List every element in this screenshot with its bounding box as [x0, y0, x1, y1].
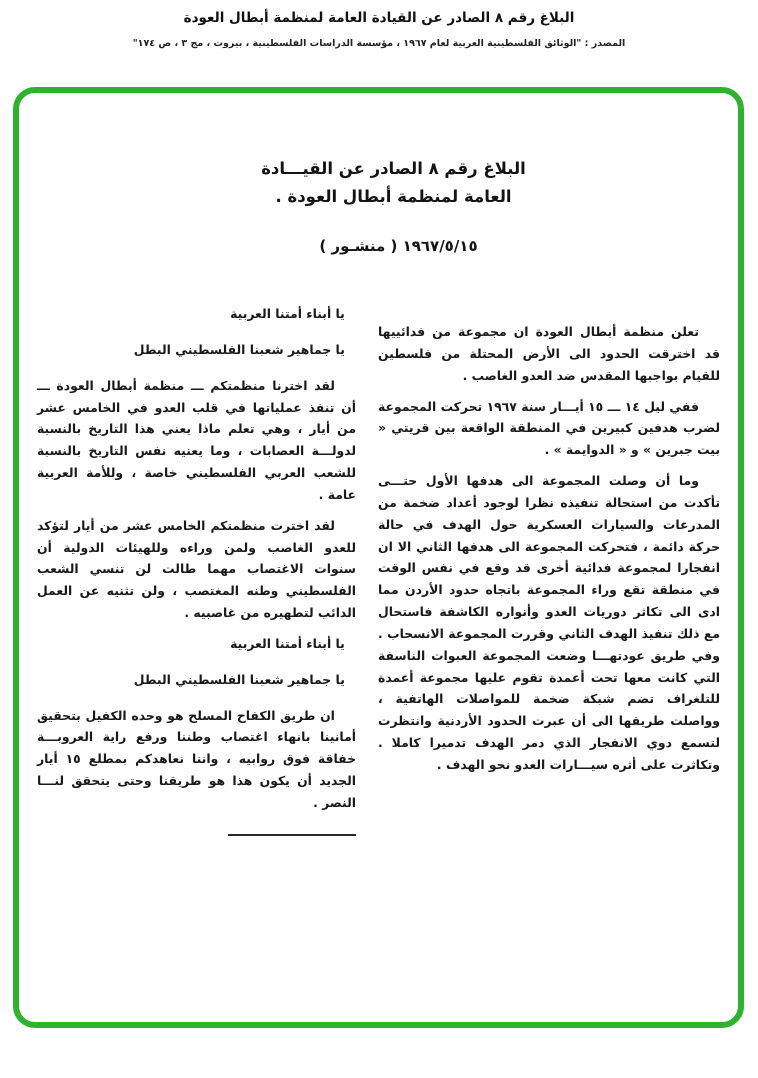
- right-column: [378, 321, 720, 836]
- document-columns: [19, 306, 738, 836]
- document-title-line1: البلاغ رقم ٨ الصادر عن القيـــادة: [261, 159, 526, 178]
- paragraph: لقد اخترت منظمتكم الخامس عشر من أيار لتؤكد للعدو الغاصب ولمن وراءه وللهيئات الدولية أن سنوات الاغتصاب مهما طالت لن تنسي الشعب الفلسطيني وطنه المغتصب ، ولن تثنيه عن العمل الدائب لتطهيره من غاصبيه .: [37, 517, 356, 621]
- address-line: يا جماهير شعبنا الفلسطيني البطل: [133, 341, 345, 357]
- document-frame: [13, 87, 744, 1028]
- address-line: يا أبناء أمتنا العربية: [230, 635, 345, 651]
- left-column: [37, 299, 356, 836]
- document-title: [169, 155, 618, 211]
- paragraph: وما أن وصلت المجموعة الى هدفها الأول حتـــى تأكدت من استحالة تنفيذه نظرا لوجود أعداد ضخمة من المدرعات والسيارات العسكرية حول الهدف في حالة حركة دائمة ، فتحركت المجموعة الى هدفها الثاني الا ان انفجارا لمجموعة فدائية أخرى قد وقع في نفس الوقت في منطقة تقع وراء المجموعة باتجاه حدود الأردن مما ادى الى تكاثر دوريات العدو وأنواره الكاشفة فاستحال مع ذلك تنفيذ الهدف الثاني وقررت المجموعة الانسحاب . وفي طريق عودتهـــا وضعت المجموعة العبوات الناسفة التي كانت معها تحت أعمدة تقوم عليها مجموعة أعمدة للتلغراف تضم شبكة ضخمة للمواصلات الهاتفية ، وواصلت طريقها الى أن عبرت الحدود الأردنية وانتظرت لتسمع دوي الانفجار الذي دمر الهدف تدميرا كاملا . وتكاثرت على أثره سيـــارات العدو نحو الهدف .: [378, 473, 720, 772]
- document-date-line: ١٩٦٧/٥/١٥ ( منشـور ): [319, 237, 478, 256]
- page-header: [0, 10, 758, 49]
- paragraph: ففي ليل ١٤ ـــ ١٥ أيـــار سنة ١٩٦٧ تحركت المجموعة لضرب هدفين كبيرين في المنطقة الواقعة بين قريتي « بيت جبرين » و « الدوايمة » .: [378, 398, 720, 458]
- header-source-citation: المصدر : "الوثائق الفلسطينية العربية لعام ١٩٦٧ ، مؤسسة الدراسات الفلسطينية ، بيروت ، مج ٣ ، ص ١٧٤": [132, 38, 626, 49]
- address-line: يا أبناء أمتنا العربية: [230, 306, 345, 322]
- paragraph: تعلن منظمة أبطال العودة ان مجموعة من فدائييها قد اخترقت الحدود الى الأرض المحتلة من فلسطين للقيام بواجبها المقدس ضد العدو الغاصب .: [378, 324, 720, 383]
- divider-line: [228, 834, 356, 836]
- document-title-line2: العامة لمنظمة أبطال العودة .: [275, 187, 512, 207]
- paragraph: ان طريق الكفاح المسلح هو وحده الكفيل بتحقيق أمانينا بانهاء اغتصاب وطننا ورفع راية العروبـــة خفاقة فوق روابيه ، واننا نعاهدكم بمطلع ١٥ أيار الجديد أن يكون هذا هو طريقنا وحتى يتحقق لنـــا النصر .: [37, 707, 356, 810]
- header-title: البلاغ رقم ٨ الصادر عن القيادة العامة لمنظمة أبطال العودة: [183, 10, 575, 26]
- paragraph: لقد اخترنا منظمتكم ـــ منظمة أبطال العودة ـــ أن تنفذ عملياتها في قلب العدو في الخامس عشر من أيار ، وهي تعلم ماذا يعني هذا التاريخ بالنسبة لدولـــة العصابات ، وما يعنيه نفس التاريخ بالنسبة للشعب العربي الفلسطيني خاصة ، وللأمة العربية عامة .: [37, 377, 356, 502]
- address-line: يا جماهير شعبنا الفلسطيني البطل: [133, 671, 345, 687]
